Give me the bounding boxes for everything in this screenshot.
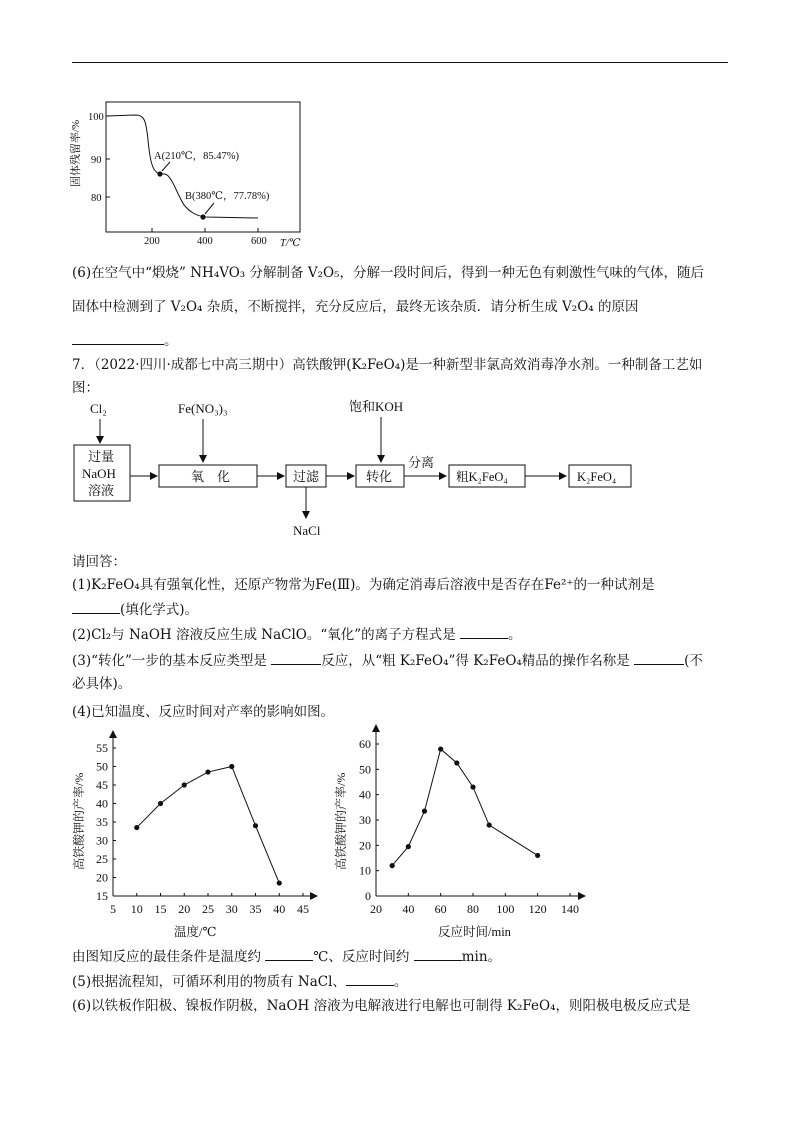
- c1-ytick-label: 15: [96, 889, 108, 903]
- tga-label-b: B(380℃，77.78%): [185, 191, 270, 202]
- c1-data-point: [253, 823, 258, 828]
- c1-data-point: [134, 825, 139, 830]
- c2-data-point: [438, 746, 443, 751]
- flow-crude: 粗K₂FeO₄: [456, 470, 508, 484]
- c2-data-point: [390, 863, 395, 868]
- c1-xtick-label: 20: [178, 902, 191, 916]
- flow-box1-l3: 溶液: [88, 483, 115, 498]
- answer-blank: [346, 971, 394, 986]
- answer-prompt: 请回答：: [72, 554, 126, 570]
- c2-xlabel: 反应时间/min: [438, 925, 511, 939]
- chart-temperature: [66, 722, 326, 942]
- c2-data-point: [422, 809, 427, 814]
- q7-2: (2)Cl₂与 NaOH 溶液反应生成 NaClO。“氧化”的离子方程式是 。: [72, 624, 521, 645]
- c1-ytick-label: 50: [96, 759, 108, 774]
- tga-chart: [66, 100, 316, 252]
- c1-ytick-label: 55: [96, 741, 108, 755]
- formula-nh4vo3: NH₄VO₃: [190, 265, 246, 281]
- tga-label-a: A(210℃，85.47%): [154, 151, 239, 162]
- tga-ylabel: 固体残留率/%: [70, 119, 82, 187]
- flow-cl2: Cl₂: [90, 401, 107, 416]
- process-flow-diagram: [60, 395, 650, 547]
- c2-ytick-label: 10: [359, 863, 371, 878]
- q6-prev-line3: 。: [72, 330, 178, 351]
- c1-xtick-label: 25: [202, 902, 214, 916]
- c1-xtick-label: 30: [225, 902, 238, 916]
- c2-ytick-label: 20: [359, 838, 371, 853]
- c2-ytick-label: 50: [359, 762, 371, 777]
- c1-ticks: [96, 741, 309, 916]
- tga-xtick-200: 200: [144, 236, 160, 247]
- formula-v2o4: V₂O₄: [170, 299, 203, 315]
- answer-blank: [414, 946, 462, 961]
- flow-product: K₂FeO₄: [577, 470, 617, 484]
- c1-xtick-label: 15: [154, 902, 167, 916]
- c1-ytick-label: 20: [96, 870, 108, 885]
- formula-v2o5: V₂O₅: [307, 265, 340, 281]
- c2-xtick-label: 80: [467, 902, 479, 916]
- c1-xlabel: 温度/℃: [174, 925, 217, 939]
- tga-frame: [106, 102, 300, 232]
- flow-convert: 转化: [366, 469, 393, 484]
- tga-xlabel: T/℃: [280, 238, 301, 249]
- c1-ytick-label: 30: [96, 833, 108, 848]
- c1-ylabel: 高铁酸钾的产率/%: [72, 772, 86, 870]
- c2-ticks: [359, 737, 579, 916]
- answer-blank: [634, 650, 684, 665]
- c1-xtick-label: 10: [130, 902, 143, 916]
- q7-5: (5)根据流程知，可循环利用的物质有 NaCl、 。: [72, 971, 407, 992]
- answer-blank: [460, 624, 508, 639]
- c1-ytick-label: 40: [96, 796, 108, 811]
- q7-4: (4)已知温度、反应时间对产率的影响如图。: [72, 704, 335, 720]
- c2-xtick-label: 100: [496, 902, 515, 916]
- answer-blank: [72, 599, 120, 614]
- formula-v2o4-b: V₂O₄: [562, 299, 594, 315]
- c2-xtick-label: 40: [402, 902, 415, 916]
- c2-ytick-label: 30: [359, 813, 371, 827]
- c2-xtick-label: 140: [561, 902, 579, 916]
- tga-point-a: [157, 171, 162, 176]
- c2-xtick-label: 20: [370, 902, 382, 916]
- c1-xtick-label: 45: [297, 902, 309, 916]
- c1-data-point: [205, 769, 210, 774]
- c1-ytick-label: 25: [96, 852, 108, 866]
- q7-intro-line2: 图：: [72, 380, 99, 396]
- c1-data-point: [277, 880, 282, 885]
- c1-data-point: [182, 782, 187, 787]
- answer-blank: [271, 650, 321, 665]
- flow-fe-no3: Fe(NO₃)₃: [178, 401, 228, 416]
- tga-xtick-400: 400: [197, 236, 213, 247]
- c2-ytick-label: 40: [359, 787, 371, 802]
- c1-data-point: [158, 801, 163, 806]
- c1-data-point: [229, 764, 234, 769]
- flow-filter: 过滤: [293, 469, 320, 484]
- c1-ytick-label: 35: [96, 815, 108, 829]
- c2-ytick-label: 60: [359, 737, 371, 751]
- chart-reaction-time: [330, 722, 590, 942]
- q7-1-line1: (1)K₂FeO₄具有强氧化性，还原产物常为Fe(Ⅲ)。为确定消毒后溶液中是否存在Fe²⁺的一种试剂是: [72, 577, 655, 593]
- c2-data-point: [535, 853, 540, 858]
- c1-ytick-label: 45: [96, 778, 108, 792]
- c1-xtick-label: 35: [249, 902, 262, 916]
- flow-oxidize: 氧 化: [191, 469, 231, 484]
- flow-box1-l1: 过量: [88, 449, 115, 464]
- q7-4-answer: 由图知反应的最佳条件是温度约 ℃、反应时间约 min。: [72, 946, 501, 967]
- flow-nacl: NaCl: [293, 523, 321, 538]
- tga-curve: [106, 115, 258, 218]
- c1-xtick-label: 5: [110, 902, 116, 916]
- c1-xtick-label: 40: [273, 902, 286, 916]
- flow-box1-l2: NaOH: [82, 466, 116, 481]
- flow-separate: 分离: [408, 455, 435, 470]
- header-rule: [72, 62, 728, 63]
- c2-xtick-label: 120: [528, 902, 547, 916]
- tga-point-b: [200, 214, 205, 219]
- tga-ytick-100: 100: [88, 112, 104, 123]
- tga-xtick-600: 600: [251, 236, 267, 247]
- q7-intro-line1: 7．（2022·四川·成都七中高三期中）高铁酸钾(K₂FeO₄)是一种新型非氯高效消毒净水剂。一种制备工艺如: [72, 357, 703, 373]
- c2-data-point: [487, 822, 492, 827]
- c2-ylabel: 高铁酸钾的产率/%: [334, 772, 348, 870]
- q6-prev-line2: 固体中检测到了 V₂O₄ 杂质，不断搅拌，充分反应后，最终无该杂质．请分析生成 V₂O₄ 的原因: [72, 299, 639, 315]
- c2-data-point: [454, 760, 459, 765]
- answer-blank: [265, 946, 313, 961]
- answer-blank: [72, 330, 164, 345]
- flow-koh: 饱和KOH: [349, 399, 404, 414]
- tga-ytick-80: 80: [91, 193, 102, 204]
- c2-ytick-label: 0: [365, 889, 371, 903]
- q7-3-line2: 必具体)。: [72, 676, 132, 692]
- tga-ytick-90: 90: [91, 155, 102, 166]
- c2-data-point: [470, 784, 475, 789]
- c2-series-line: [392, 749, 538, 866]
- c2-data-point: [406, 844, 411, 849]
- q7-6: (6)以铁板作阳极、镍板作阴极，NaOH 溶液为电解液进行电解也可制得 K₂FeO₄，则阳极电极反应式是: [72, 998, 691, 1014]
- c2-xtick-label: 60: [434, 902, 447, 916]
- q7-3-line1: (3)“转化”一步的基本反应类型是 反应，从“粗 K₂FeO₄”得 K₂FeO₄精品的操作名称是 (不: [72, 650, 703, 671]
- q7-1-line2: (填化学式)。: [72, 599, 198, 620]
- q6-prev-line1: (6)在空气中“煅烧” NH₄VO₃ 分解制备 V₂O₅，分解一段时间后，得到一种无色有刺激性气味的气体，随后: [72, 265, 704, 281]
